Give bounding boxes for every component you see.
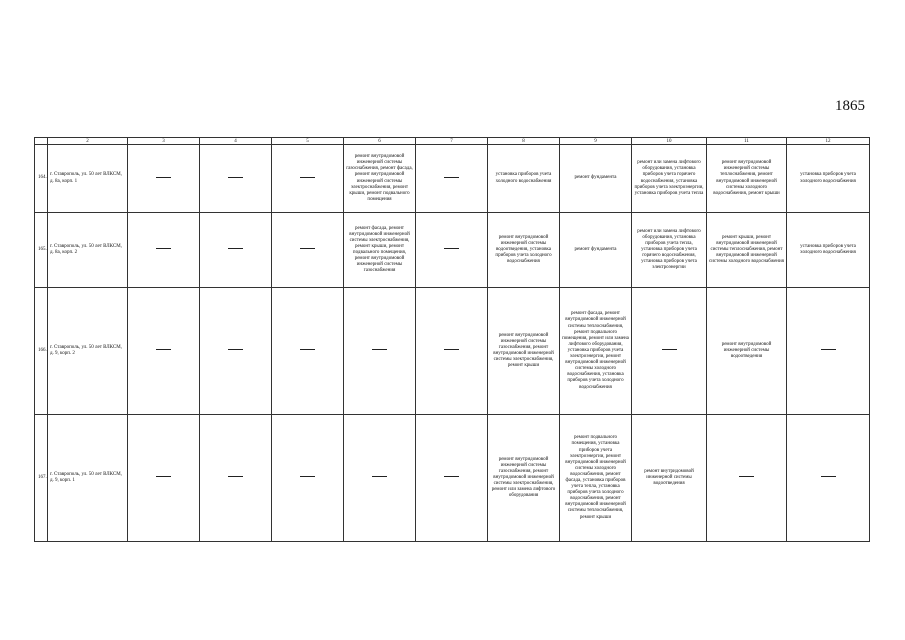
dash-mark: [444, 248, 459, 249]
empty-cell: [344, 415, 416, 542]
dash-mark: [300, 177, 315, 178]
dash-mark: [444, 349, 459, 350]
empty-cell: [128, 288, 200, 415]
column-number-row: [35, 138, 870, 145]
dash-mark: [444, 476, 459, 477]
work-cell: ремонт внутридомовой инженерной системы водоотведения: [707, 288, 787, 415]
empty-cell: [200, 415, 272, 542]
work-cell: ремонт подвального помещения, установка приборов учета электроэнергии, ремонт внутридомовой инженерной системы холодного водоснабжения, ремонт фасада, установка приборов учета тепла, установка приборов учета холодного водоснабжения, ремонт внутридомовой инженерной системы теплоснабжения, ремонт крыши: [560, 415, 632, 542]
empty-cell: [272, 288, 344, 415]
dash-mark: [444, 177, 459, 178]
dash-mark: [228, 349, 243, 350]
row-number: 166.: [35, 288, 48, 415]
column-header: 11: [707, 138, 787, 145]
work-cell: установка приборов учета холодного водоснабжения: [787, 145, 870, 213]
dash-mark: [300, 248, 315, 249]
work-cell: ремонт внутридомовой инженерной системы газоснабжения, ремонт фасада, ремонт внутридомовой инженерной системы электроснабжения, ремонт крыши, ремонт подвального помещения: [344, 145, 416, 213]
address-cell: г. Ставрополь, ул. 50 лет ВЛКСМ, д. 8а, корп. 2: [48, 213, 128, 288]
work-cell: ремонт внутридомовой инженерной системы газоснабжения, ремонт внутридомовой инженерной системы электроснабжения, ремонт крыши: [488, 288, 560, 415]
column-header: 8: [488, 138, 560, 145]
address-cell: г. Ставрополь, ул. 50 лет ВЛКСМ, д. 9, корп. 1: [48, 415, 128, 542]
empty-cell: [707, 415, 787, 542]
empty-cell: [787, 288, 870, 415]
empty-cell: [416, 145, 488, 213]
dash-mark: [739, 476, 754, 477]
empty-cell: [200, 288, 272, 415]
dash-mark: [156, 248, 171, 249]
dash-mark: [156, 177, 171, 178]
work-cell: ремонт или замена лифтового оборудования, установка приборов учета тепла, установка приборов учета горячего водоснабжения, установка приборов учета электроэнергии: [632, 213, 707, 288]
empty-cell: [128, 415, 200, 542]
work-cell: ремонт внутридомовой инженерной системы теплоснабжения, ремонт внутридомовой инженерной системы холодного водоснабжения, ремонт крыши: [707, 145, 787, 213]
work-cell: ремонт или замена лифтового оборудования, установка приборов учета горячего водоснабжения, установка приборов учета электроэнергии, установка приборов учета тепла: [632, 145, 707, 213]
work-cell: установка приборов учета холодного водоснабжения: [488, 145, 560, 213]
address-cell: г. Ставрополь, ул. 50 лет ВЛКСМ, д. 9, корп. 2: [48, 288, 128, 415]
empty-cell: [416, 288, 488, 415]
work-cell: ремонт крыши, ремонт внутридомовой инженерной системы теплоснабжения, ремонт внутридомовой инженерной системы холодного водоснабжения: [707, 213, 787, 288]
empty-cell: [200, 213, 272, 288]
empty-cell: [200, 145, 272, 213]
row-number: 167.: [35, 415, 48, 542]
empty-cell: [787, 415, 870, 542]
work-cell: установка приборов учета холодного водоснабжения: [787, 213, 870, 288]
column-header: 3: [128, 138, 200, 145]
row-number: 164.: [35, 145, 48, 213]
dash-mark: [821, 349, 836, 350]
work-cell: ремонт внутридомовой инженерной системы водоотведения, установка приборов учета холодного водоснабжения: [488, 213, 560, 288]
table-row: [35, 145, 870, 213]
dash-mark: [228, 476, 243, 477]
table-row: [35, 213, 870, 288]
column-header: 4: [200, 138, 272, 145]
dash-mark: [662, 349, 677, 350]
empty-cell: [128, 145, 200, 213]
dash-mark: [372, 349, 387, 350]
dash-mark: [300, 476, 315, 477]
empty-cell: [632, 288, 707, 415]
dash-mark: [300, 349, 315, 350]
column-header: [35, 138, 48, 145]
page-number: 1865: [835, 98, 865, 114]
table-row: [35, 415, 870, 542]
work-cell: ремонт фасада, ремонт внутридомовой инженерной системы электроснабжения, ремонт крыши, ремонт подвального помещения, ремонт внутридомовой инженерной системы газоснабжения: [344, 213, 416, 288]
work-cell: ремонт внутридомовой инженерной системы газоснабжения, ремонт внутридомовой инженерной системы электроснабжения, ремонт или замена лифтового оборудования: [488, 415, 560, 542]
repair-schedule-table: [34, 137, 870, 542]
table-row: [35, 288, 870, 415]
work-cell: ремонт фасада, ремонт внутридомовой инженерной системы теплоснабжения, ремонт подвального помещения, ремонт или замена лифтового оборудования, установка приборов учета электроэнергии, ремонт внутридомовой инженерной системы холодного водоснабжения, установка приборов учета холодного водоснабжения: [560, 288, 632, 415]
column-header: 7: [416, 138, 488, 145]
empty-cell: [416, 213, 488, 288]
empty-cell: [272, 145, 344, 213]
address-cell: г. Ставрополь, ул. 50 лет ВЛКСМ, д. 8а, корп. 1: [48, 145, 128, 213]
column-header: 12: [787, 138, 870, 145]
empty-cell: [128, 213, 200, 288]
dash-mark: [228, 248, 243, 249]
dash-mark: [228, 177, 243, 178]
column-header: 5: [272, 138, 344, 145]
dash-mark: [156, 349, 171, 350]
work-cell: ремонт фундамента: [560, 213, 632, 288]
row-number: 165.: [35, 213, 48, 288]
dash-mark: [156, 476, 171, 477]
work-cell: ремонт внутридомовой инженерной системы водоотведения: [632, 415, 707, 542]
column-header: 10: [632, 138, 707, 145]
work-cell: ремонт фундамента: [560, 145, 632, 213]
empty-cell: [272, 415, 344, 542]
column-header: 6: [344, 138, 416, 145]
empty-cell: [344, 288, 416, 415]
column-header: 9: [560, 138, 632, 145]
empty-cell: [272, 213, 344, 288]
dash-mark: [372, 476, 387, 477]
column-header: 2: [48, 138, 128, 145]
dash-mark: [821, 476, 836, 477]
empty-cell: [416, 415, 488, 542]
